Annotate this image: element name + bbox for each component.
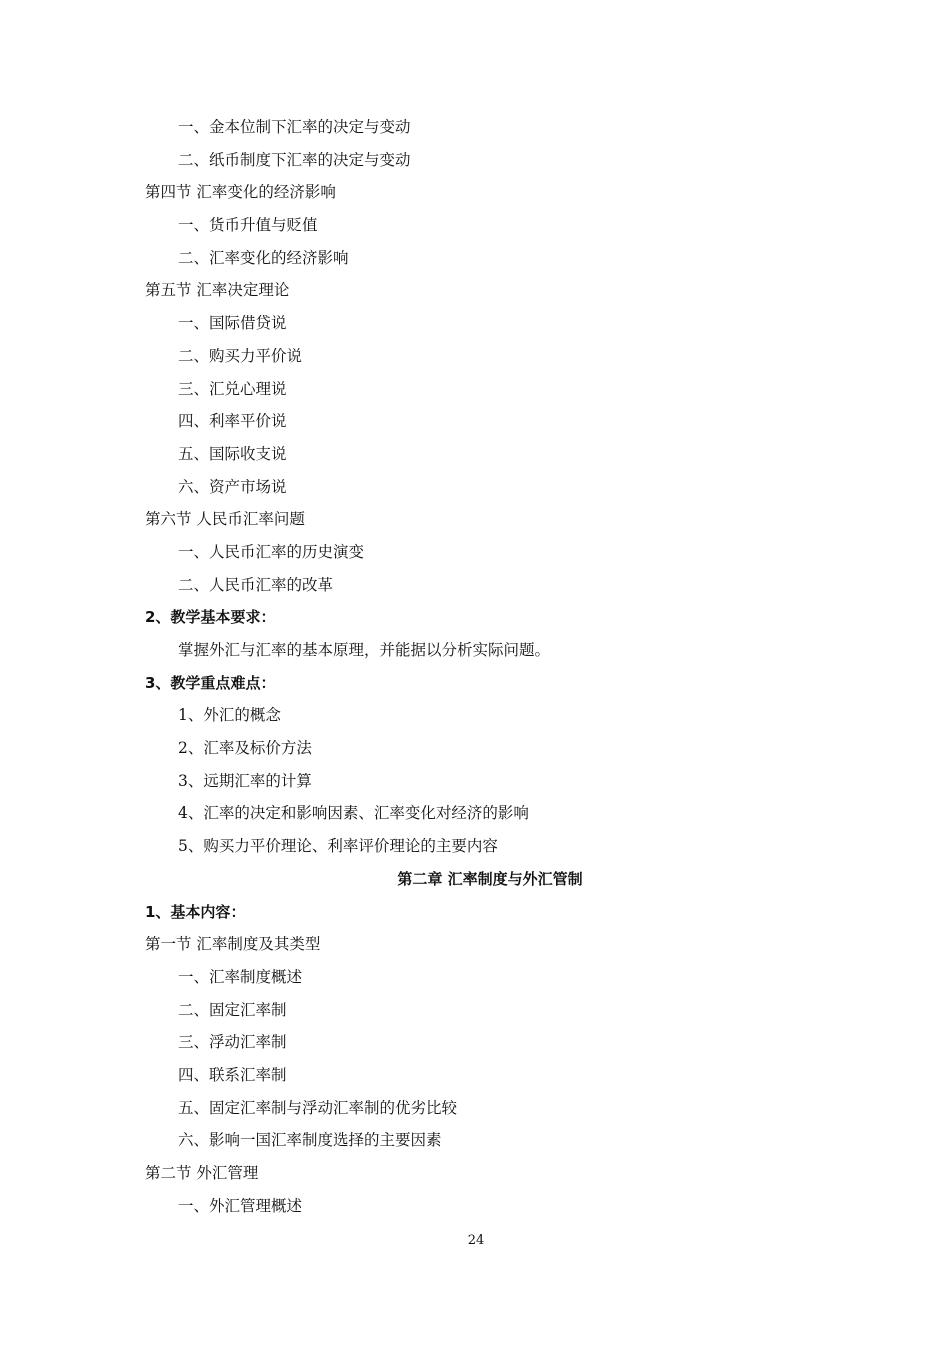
section-heading: 第六节 人民币汇率问题 [145, 510, 305, 529]
item-line: 一、货币升值与贬值 [178, 216, 318, 235]
item-line: 一、外汇管理概述 [178, 1196, 303, 1215]
item-line: 一、人民币汇率的历史演变 [178, 542, 365, 561]
item-line: 二、纸币制度下汇率的决定与变动 [178, 150, 411, 169]
section-heading: 第五节 汇率决定理论 [145, 281, 290, 300]
key-point-item: 3、远期汇率的计算 [178, 771, 312, 790]
item-line: 五、国际收支说 [178, 444, 287, 463]
item-line: 二、汇率变化的经济影响 [178, 248, 349, 267]
section-heading: 第一节 汇率制度及其类型 [145, 935, 321, 954]
item-line: 六、影响一国汇率制度选择的主要因素 [178, 1131, 442, 1150]
item-line: 三、浮动汇率制 [178, 1033, 287, 1052]
page-number: 24 [467, 1233, 485, 1248]
key-point-item: 2、汇率及标价方法 [178, 739, 312, 758]
item-line: 五、固定汇率制与浮动汇率制的优劣比较 [178, 1098, 458, 1117]
requirements-heading: 2、教学基本要求： [145, 608, 276, 627]
key-point-item: 5、购买力平价理论、利率评价理论的主要内容 [178, 837, 498, 856]
item-line: 二、固定汇率制 [178, 1000, 287, 1019]
item-line: 二、购买力平价说 [178, 346, 303, 365]
key-point-item: 1、外汇的概念 [178, 706, 281, 725]
item-line: 二、人民币汇率的改革 [178, 575, 334, 594]
basic-content-heading: 1、基本内容： [145, 902, 246, 921]
item-line: 一、国际借贷说 [178, 314, 287, 333]
key-points-heading: 3、教学重点难点： [145, 673, 276, 692]
item-line: 三、汇兑心理说 [178, 379, 287, 398]
section-heading: 第二节 外汇管理 [145, 1164, 259, 1182]
section-heading: 第四节 汇率变化的经济影响 [145, 183, 336, 202]
item-line: 六、资产市场说 [178, 477, 287, 496]
requirements-text: 掌握外汇与汇率的基本原理，并能据以分析实际问题。 [178, 641, 551, 659]
chapter-title: 第二章 汇率制度与外汇管制 [397, 869, 583, 888]
item-line: 四、利率平价说 [178, 412, 287, 431]
item-line: 一、汇率制度概述 [178, 967, 303, 986]
key-point-item: 4、汇率的决定和影响因素、汇率变化对经济的影响 [178, 804, 529, 823]
item-line: 四、联系汇率制 [178, 1065, 287, 1084]
item-line: 一、金本位制下汇率的决定与变动 [178, 118, 411, 136]
page-content [145, 111, 835, 1222]
